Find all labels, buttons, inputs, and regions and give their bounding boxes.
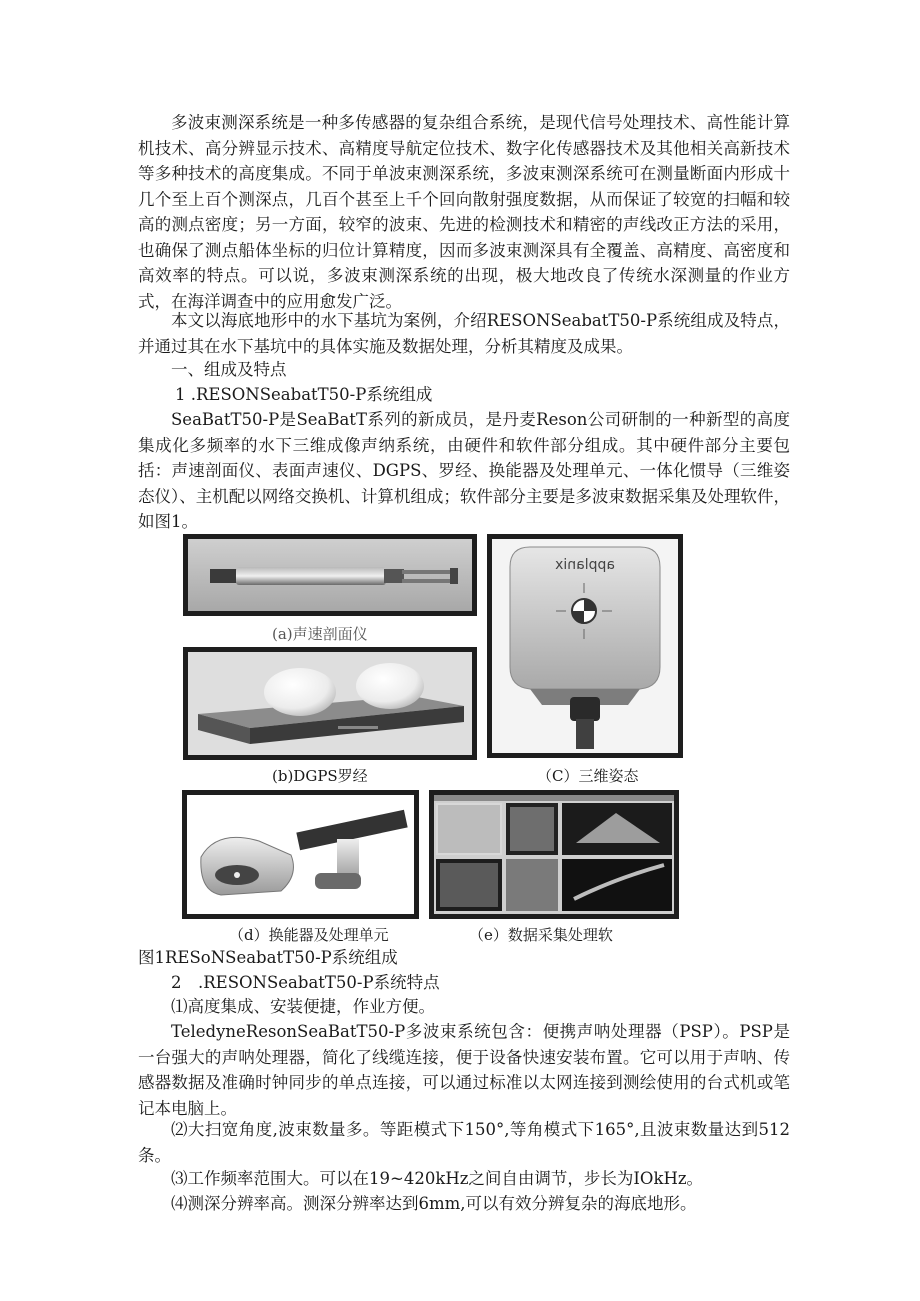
sub2-heading: 2 .RESONSeabatT50-P系统特点 [171,973,440,992]
intro-paragraph: 多波束测深系统是一种多传感器的复杂组合系统，是现代信号处理技术、高性能计算机技术、高分辨显示技术、高精度导航定位技术、数字化传感器技术及其他相关高新技术等多种技术的高度集成。不同于单波束测深系统，多波束测深系统可在测量断面内形成十几个至上百个测深点，几百个甚至上千个回向散射强度数据，从而保证了较宽的扫幅和较高的测点密度；另一方面，较窄的波束、先进的检测技术和精密的声线改正方法的采用，也确保了测点船体坐标的归位计算精度，因而多波束测深具有全覆盖、高精度、高密度和高效率的特点。可以说，多波束测深系统的出现，极大地改良了传统水深测量的作业方式，在海洋调查中的应用愈发广泛。 [138,113,790,311]
feature-3: ⑶工作频率范围大。可以在19~420kHz之间自由调节，步长为IOkHz。 [171,1169,704,1188]
figure-d-transducer-unit [182,790,419,919]
transducer-image [187,795,414,914]
composition-paragraph: SeaBatT50-P是SeaBatT系列的新成员，是丹麦Reson公司研制的一种新型的高度集成化多频率的水下三维成像声纳系统，由硬件和软件部分组成。其中硬件部分主要包括：声速剖面仪、表面声速仪、DGPS、罗经、换能器及处理单元、一体化惯导（三维姿态仪）、主机配以网络交换机、计算机组成；软件部分主要是多波束数据采集及处理软件，如图1。 [138,410,790,531]
purpose-paragraph: 本文以海底地形中的水下基坑为案例，介绍RESONSeabatT50-P系统组成及特点，并通过其在水下基坑中的具体实施及数据处理，分析其精度及成果。 [138,311,790,356]
section1-heading: 一、组成及特点 [171,360,287,379]
feature-2: ⑵大扫宽角度,波束数量多。等距模式下150°,等角模式下165°,且波束数量达到512条。 [138,1120,790,1165]
figure-a-caption: (a)声速剖面仪 [272,625,368,643]
figure-d-caption: （d）换能器及处理单元 [229,926,389,944]
profiler-image [188,539,472,611]
figure-e-software-screenshot [429,790,679,919]
figure-c-attitude-sensor [487,534,683,758]
software-image [434,795,674,914]
figure-e-caption: （e）数据采集处理软 [469,926,613,944]
figure-c-caption: （C）三维姿态 [537,767,639,785]
applanix-logo: applanix [555,557,615,573]
feature-4: ⑷测深分辨率高。测深分辨率达到6mm,可以有效分辨复杂的海底地形。 [171,1194,697,1213]
feature-1: ⑴高度集成、安装便捷，作业方便。 [171,997,435,1016]
sub1-heading: 1 .RESONSeabatT50-P系统组成 [175,385,433,404]
dgps-image [188,652,472,755]
figure-b-caption: (b)DGPS罗经 [272,767,368,785]
figure-a-sound-velocity-profiler [183,534,477,616]
figure-b-dgps-compass [183,647,477,760]
figure-1-caption: 图1RESoNSeabatT50-P系统组成 [138,948,398,967]
feature-1-detail: TeledyneResonSeaBatT50-P多波束系统包含：便携声呐处理器（PSP）。PSP是一台强大的声呐处理器，简化了线缆连接，便于设备快速安装布置。它可以用于声呐、传感器数据及准确时钟同步的单点连接，可以通过标准以太网连接到测绘使用的台式机或笔记本电脑上。 [138,1022,790,1118]
